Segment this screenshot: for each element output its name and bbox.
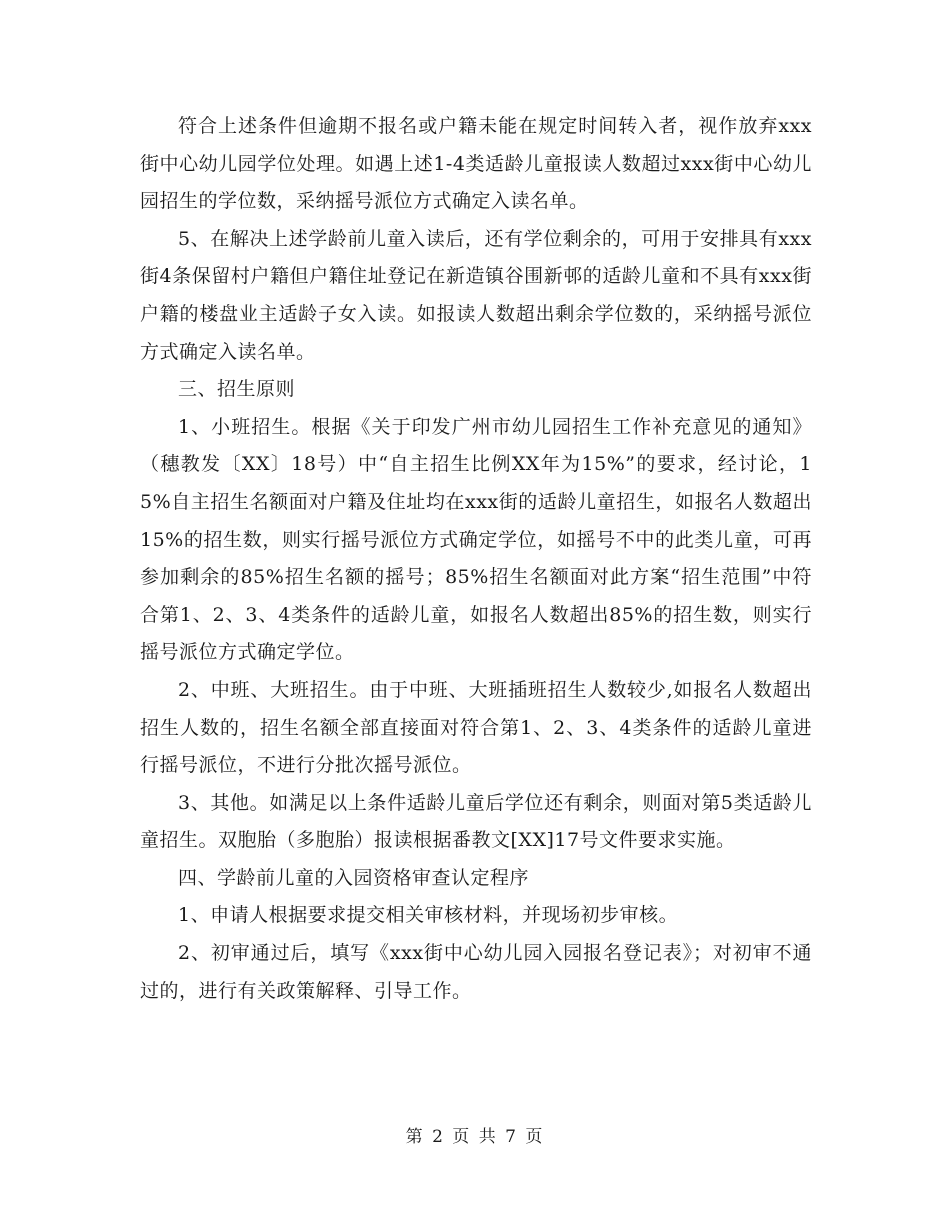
paragraph-small-class: 1、小班招生。根据《关于印发广州市幼儿园招生工作补充意见的通知》（穗教发〔XX〕18号）中“自主招生比例XX年为15%”的要求，经讨论，15%自主招生名额面对户籍及住址均在xxx街的适龄儿童招生，如报名人数超出15%的招生数，则实行摇号派位方式确定学位，如摇号不中的此类儿童，可再参加剩余的85%招生名额的摇号；85%招生名额面对此方案“招生范围”中符合第1、2、3、4类条件的适龄儿童，如报名人数超出85%的招生数，则实行摇号派位方式确定学位。 [140, 415, 812, 664]
paragraph-remaining-seats: 5、在解决上述学龄前儿童入读后，还有学位剩余的，可用于安排具有xxx街4条保留村户籍但户籍住址登记在新造镇谷围新邨的适龄儿童和不具有xxx街户籍的楼盘业主适龄子女入读。如报读人数超出剩余学位数的，采纳摇号派位方式确定入读名单。 [140, 227, 812, 363]
section-heading-review-procedure: 四、学龄前儿童的入园资格审查认定程序 [178, 866, 530, 889]
section-heading-principles: 三、招生原则 [178, 378, 296, 401]
paragraph-submit-materials: 1、申请人根据要求提交相关审核材料，并现场初步审核。 [178, 904, 679, 927]
document-body [140, 108, 812, 1010]
paragraph-other: 3、其他。如满足以上条件适龄儿童后学位还有剩余，则面对第5类适龄儿童招生。双胞胎（多胞胎）报读根据番教文[XX]17号文件要求实施。 [140, 791, 812, 852]
page-number-footer: 第 2 页 共 7 页 [405, 1127, 545, 1147]
paragraph-enrollment-deadline: 符合上述条件但逾期不报名或户籍未能在规定时间转入者，视作放弃xxx街中心幼儿园学位处理。如遇上述1-4类适龄儿童报读人数超过xxx街中心幼儿园招生的学位数，采纳摇号派位方式确定入读名单。 [140, 115, 812, 213]
paragraph-middle-large-class: 2、中班、大班招生。由于中班、大班插班招生人数较少,如报名人数超出招生人数的，招生名额全部直接面对符合第1、2、3、4类条件的适龄儿童进行摇号派位，不进行分批次摇号派位。 [140, 678, 812, 777]
paragraph-registration-form: 2、初审通过后，填写《xxx街中心幼儿园入园报名登记表》；对初审不通过的，进行有关政策解释、引导工作。 [140, 942, 812, 1002]
